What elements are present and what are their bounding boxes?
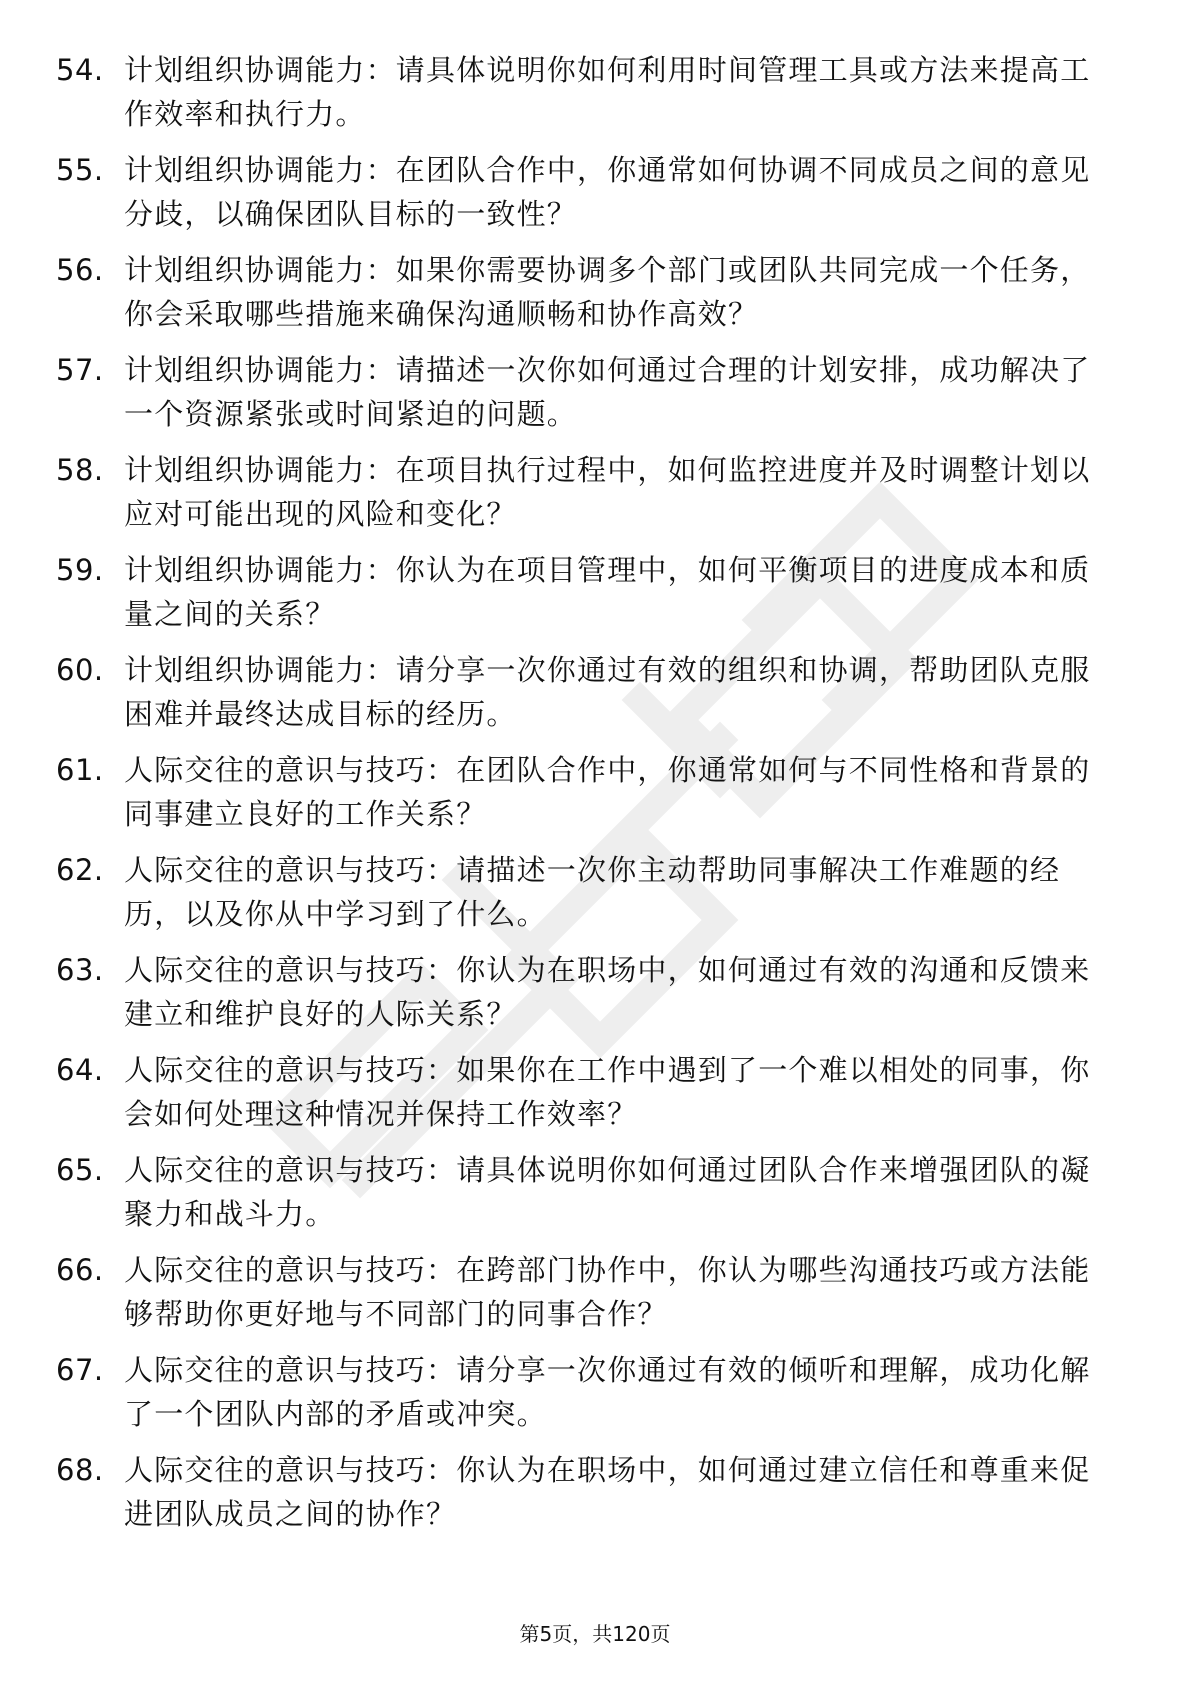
question-item bbox=[56, 548, 1106, 648]
question-text: 人际交往的意识与技巧：你认为在职场中，如何通过有效的沟通和反馈来建立和维护良好的人际关系？ bbox=[124, 953, 1091, 1031]
question-number: 59. bbox=[56, 553, 104, 587]
question-text: 人际交往的意识与技巧：请描述一次你主动帮助同事解决工作难题的经历，以及你从中学习到了什么。 bbox=[124, 853, 1061, 931]
question-number: 58. bbox=[56, 453, 104, 487]
question-item bbox=[56, 448, 1106, 548]
question-text: 人际交往的意识与技巧：你认为在职场中，如何通过建立信任和尊重来促进团队成员之间的协作？ bbox=[124, 1453, 1091, 1531]
question-item bbox=[56, 1248, 1106, 1348]
question-number: 64. bbox=[56, 1053, 104, 1087]
question-item bbox=[56, 48, 1106, 148]
question-number: 65. bbox=[56, 1153, 104, 1187]
question-item bbox=[56, 1148, 1106, 1248]
question-text: 计划组织协调能力：如果你需要协调多个部门或团队共同完成一个任务，你会采取哪些措施来确保沟通顺畅和协作高效？ bbox=[124, 253, 1091, 331]
question-number: 61. bbox=[56, 753, 104, 787]
question-text: 人际交往的意识与技巧：在团队合作中，你通常如何与不同性格和背景的同事建立良好的工作关系？ bbox=[124, 753, 1091, 831]
question-item bbox=[56, 348, 1106, 448]
question-text: 计划组织协调能力：请描述一次你如何通过合理的计划安排，成功解决了一个资源紧张或时间紧迫的问题。 bbox=[124, 353, 1091, 431]
question-number: 60. bbox=[56, 653, 104, 687]
question-number: 68. bbox=[56, 1453, 104, 1487]
question-item bbox=[56, 948, 1106, 1048]
question-list bbox=[56, 48, 1106, 1548]
question-number: 57. bbox=[56, 353, 104, 387]
question-number: 66. bbox=[56, 1253, 104, 1287]
question-text: 人际交往的意识与技巧：请具体说明你如何通过团队合作来增强团队的凝聚力和战斗力。 bbox=[124, 1153, 1091, 1231]
page-footer bbox=[0, 1618, 1190, 1647]
question-item bbox=[56, 1048, 1106, 1148]
question-item bbox=[56, 748, 1106, 848]
question-number: 54. bbox=[56, 53, 104, 87]
question-number: 55. bbox=[56, 153, 104, 187]
question-number: 62. bbox=[56, 853, 104, 887]
question-text: 人际交往的意识与技巧：在跨部门协作中，你认为哪些沟通技巧或方法能够帮助你更好地与不同部门的同事合作？ bbox=[124, 1253, 1091, 1331]
question-text: 人际交往的意识与技巧：如果你在工作中遇到了一个难以相处的同事，你会如何处理这种情况并保持工作效率？ bbox=[124, 1053, 1091, 1131]
question-number: 67. bbox=[56, 1353, 104, 1387]
question-text: 计划组织协调能力：在项目执行过程中，如何监控进度并及时调整计划以应对可能出现的风险和变化？ bbox=[124, 453, 1091, 531]
question-item bbox=[56, 248, 1106, 348]
question-number: 63. bbox=[56, 953, 104, 987]
question-number: 56. bbox=[56, 253, 104, 287]
question-text: 人际交往的意识与技巧：请分享一次你通过有效的倾听和理解，成功化解了一个团队内部的矛盾或冲突。 bbox=[124, 1353, 1091, 1431]
question-item bbox=[56, 848, 1106, 948]
question-item bbox=[56, 1348, 1106, 1448]
question-item bbox=[56, 1448, 1106, 1548]
question-item bbox=[56, 148, 1106, 248]
question-text: 计划组织协调能力：在团队合作中，你通常如何协调不同成员之间的意见分歧，以确保团队目标的一致性？ bbox=[124, 153, 1091, 231]
question-item bbox=[56, 648, 1106, 748]
question-text: 计划组织协调能力：你认为在项目管理中，如何平衡项目的进度成本和质量之间的关系？ bbox=[124, 553, 1091, 631]
question-text: 计划组织协调能力：请具体说明你如何利用时间管理工具或方法来提高工作效率和执行力。 bbox=[124, 53, 1091, 131]
question-text: 计划组织协调能力：请分享一次你通过有效的组织和协调，帮助团队克服困难并最终达成目标的经历。 bbox=[124, 653, 1091, 731]
page-number-label: 第5页，共120页 bbox=[519, 1622, 671, 1646]
